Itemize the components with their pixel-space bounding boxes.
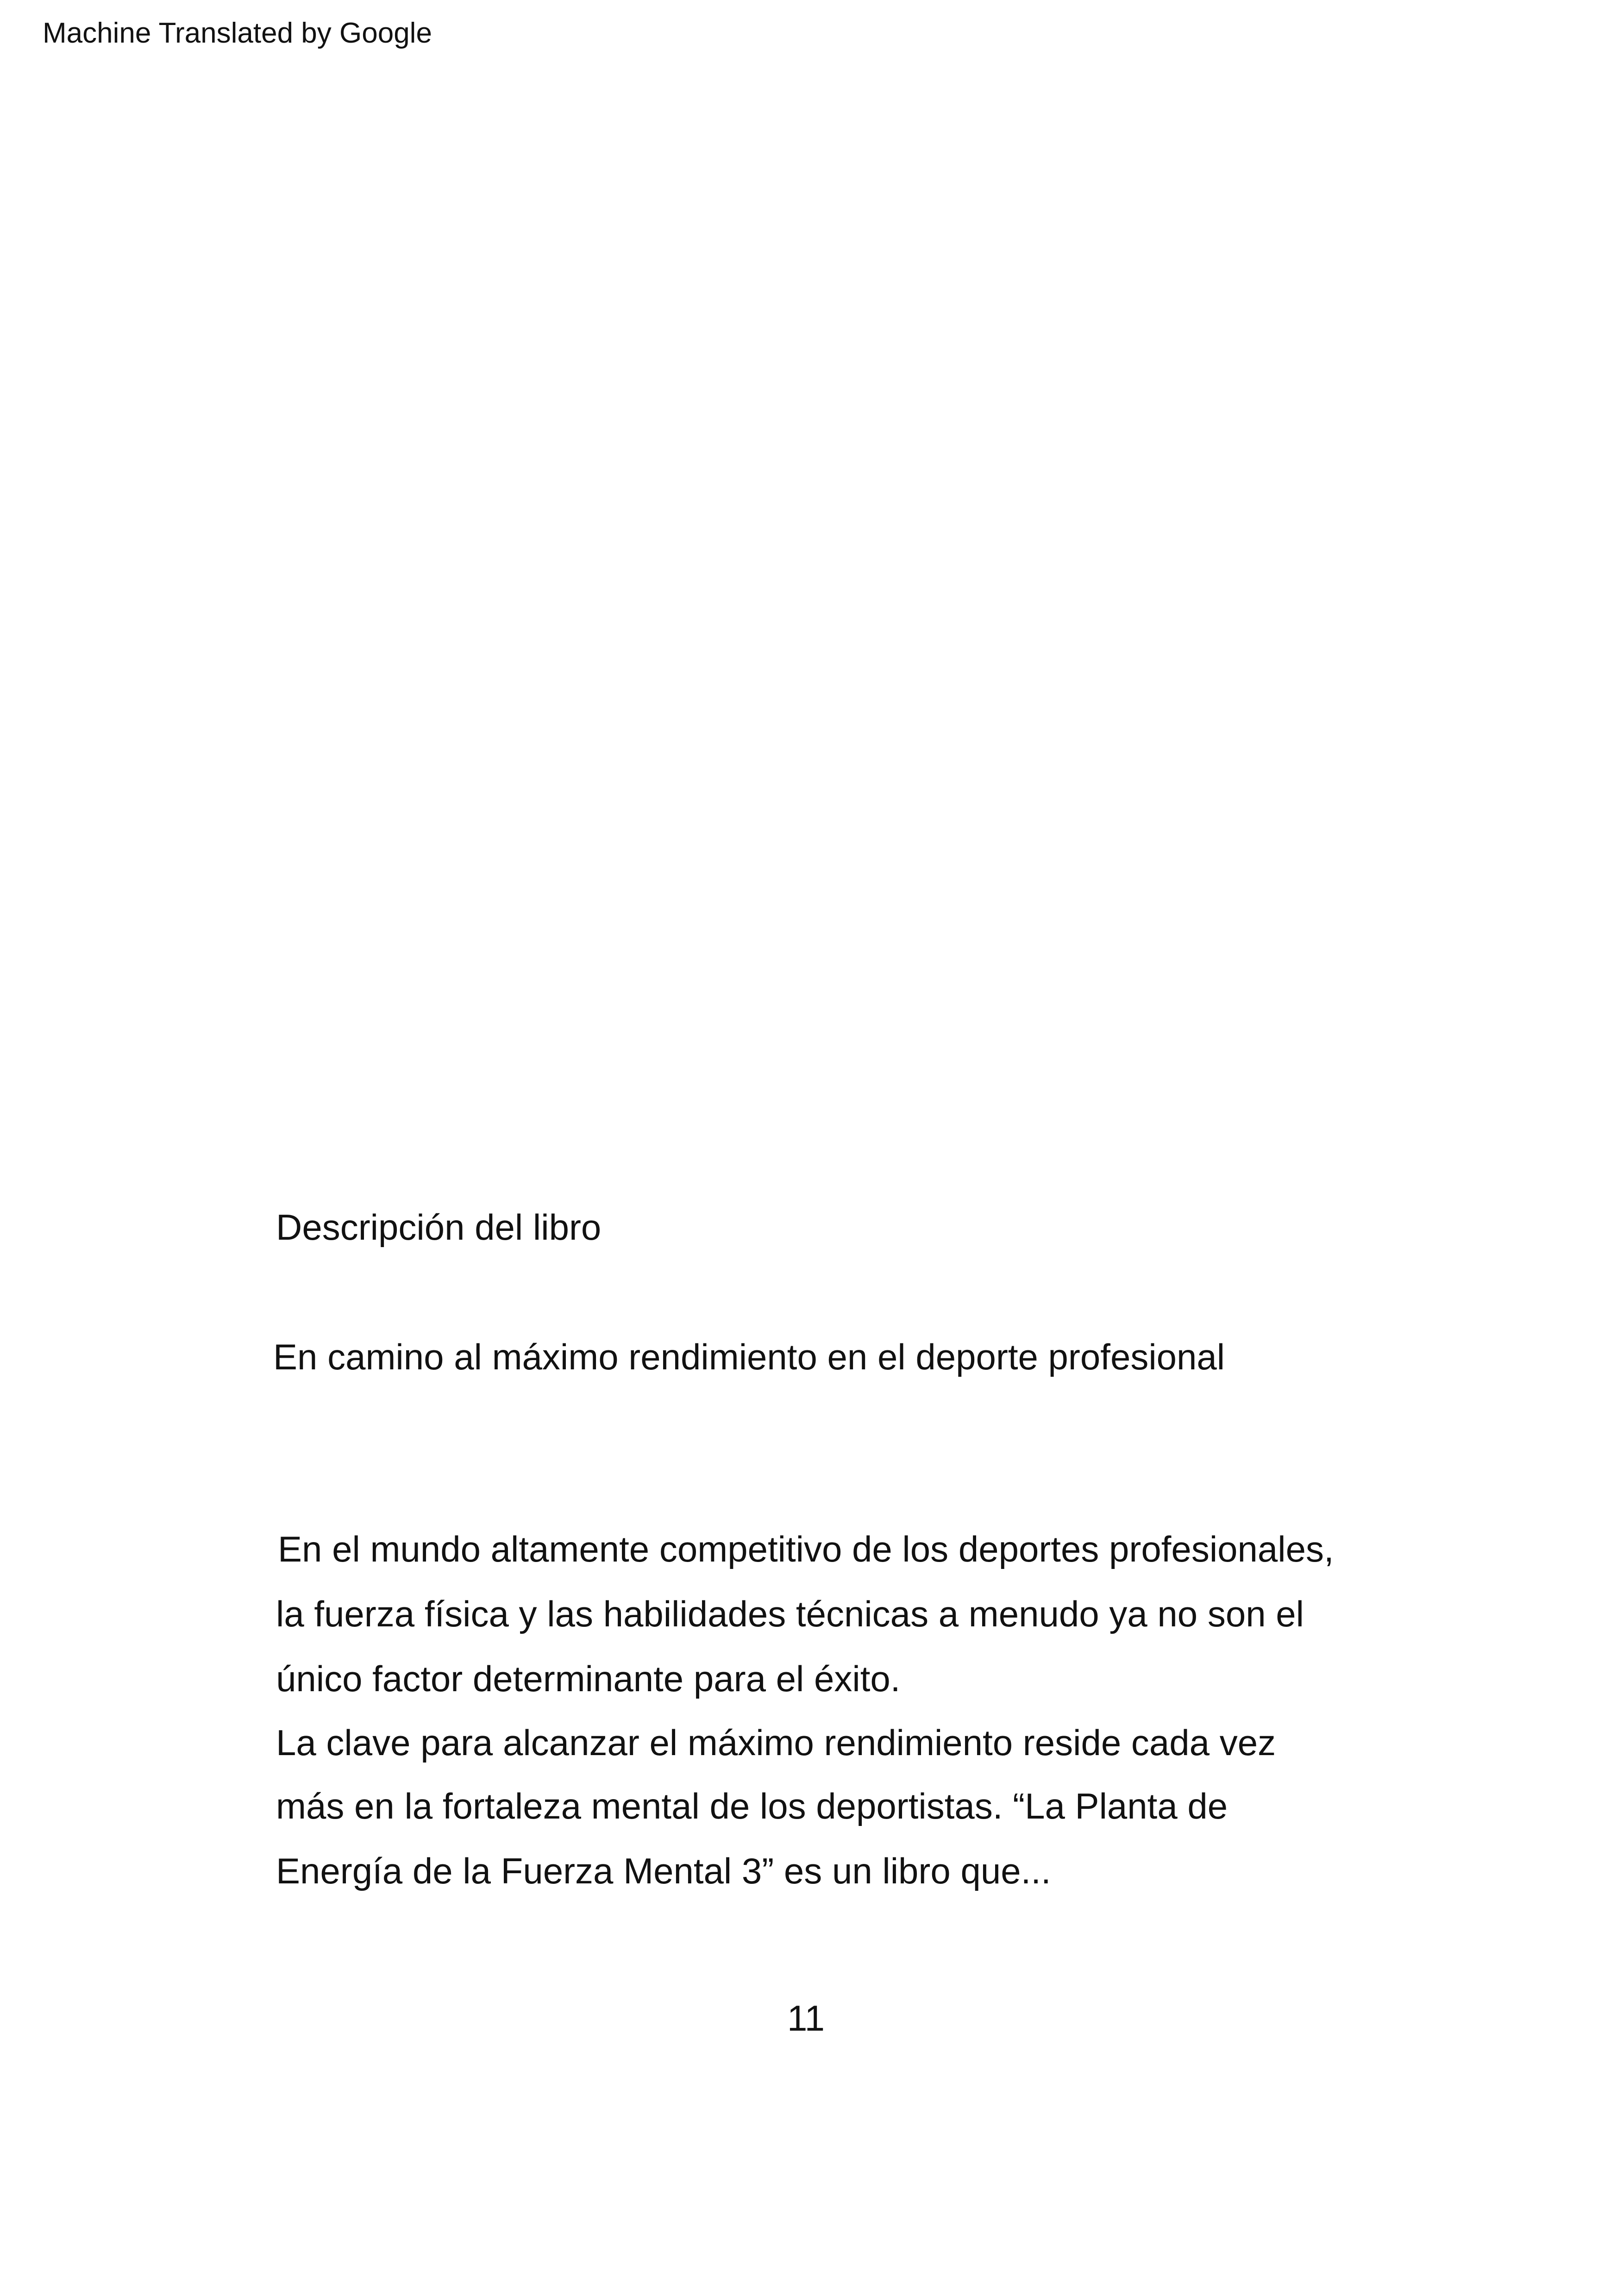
- description-line-4: La clave para alcanzar el máximo rendimiento reside cada vez: [276, 1722, 1276, 1763]
- description-line-3: único factor determinante para el éxito.: [276, 1658, 901, 1699]
- page-number: 11: [787, 1998, 825, 2039]
- machine-translation-banner: Machine Translated by Google: [43, 17, 432, 49]
- description-line-2: la fuerza física y las habilidades técnicas a menudo ya no son el: [276, 1593, 1304, 1634]
- description-line-5: más en la fortaleza mental de los deportistas. “La Planta de: [276, 1786, 1228, 1826]
- description-line-1: En el mundo altamente competitivo de los deportes profesionales,: [278, 1529, 1334, 1569]
- section-title: Descripción del libro: [276, 1207, 602, 1248]
- book-subtitle: En camino al máximo rendimiento en el deporte profesional: [273, 1336, 1225, 1377]
- description-line-6: Energía de la Fuerza Mental 3” es un libro que...: [276, 1851, 1051, 1891]
